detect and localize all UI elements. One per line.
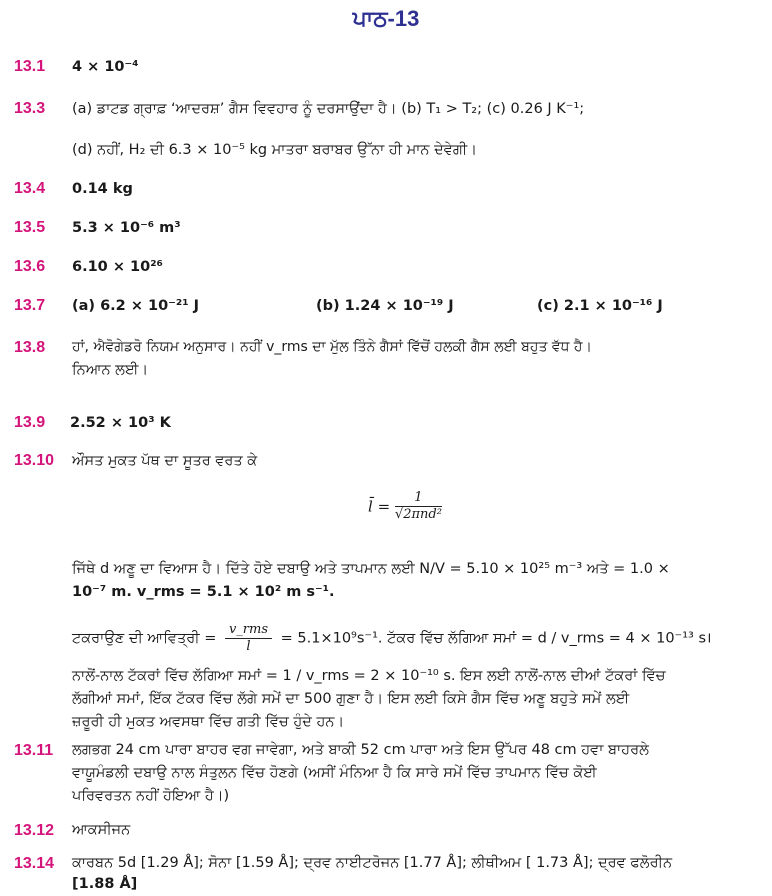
answer-number: 13.11: [14, 742, 54, 759]
formula-numerator: 1: [395, 490, 442, 507]
answer-text: 10⁻⁷ m. v_rms = 5.1 × 10² m s⁻¹.: [72, 584, 335, 600]
answer-text: 4 × 10⁻⁴: [72, 59, 139, 75]
answer-text-b: (b) 1.24 × 10⁻¹⁹ J: [316, 298, 454, 314]
answer-number: 13.14: [14, 855, 55, 872]
answer-text: ਪਰਿਵਰਤਨ ਨਹੀਂ ਹੋਇਆ ਹੈ।): [72, 788, 230, 804]
answer-text: 6.10 × 10²⁶: [72, 259, 163, 275]
answer-number: 13.7: [14, 297, 46, 314]
answer-text: ਹਾਂ, ਐਵੋਗੇਡਰੋ ਨਿਯਮ ਅਨੁਸਾਰ। ਨਹੀਂ v_rms ਦਾ ਮੁੱਲ ਤਿੰਨੇ ਗੈਸਾਂ ਵਿੱਚੋਂ ਹਲਕੀ ਗੈਸ ਲਈ ਬਹੁਤ ਵੱਧ ਹੈ।: [72, 339, 592, 355]
mean-free-path-formula: [368, 490, 442, 523]
frequency-numerator: v_rms: [225, 622, 272, 639]
answer-text: (a) ਡਾਟਡ ਗ੍ਰਾਫ਼ ‘ਆਦਰਸ਼’ ਗੈਸ ਵਿਵਹਾਰ ਨੂੰ ਦਰਸਾਉਂਦਾ ਹੈ। (b) T₁ > T₂; (c) 0.26 J K⁻¹;: [72, 101, 585, 117]
collision-frequency-value: = 5.1×10⁹s⁻¹. ਟੱਕਰ ਵਿੱਚ ਲੱਗਿਆ ਸਮਾਂ = d / v_rms = 4 × 10⁻¹³ s।: [280, 630, 712, 647]
answer-number: 13.1: [14, 58, 46, 75]
answer-number: 13.8: [14, 339, 46, 356]
answer-number: 13.4: [14, 180, 46, 197]
answer-text: ਲਗਭਗ 24 cm ਪਾਰਾ ਬਾਹਰ ਵਗ ਜਾਵੇਗਾ, ਅਤੇ ਬਾਕੀ 52 cm ਪਾਰਾ ਅਤੇ ਇਸ ਉੱਪਰ 48 cm ਹਵਾ ਬਾਹਰਲੇ: [72, 742, 649, 758]
answer-number: 13.9: [14, 414, 46, 431]
answer-number: 13.3: [14, 100, 46, 117]
answer-text: ਨਾਲੋਂ-ਨਾਲ ਟੱਕਰਾਂ ਵਿੱਚ ਲੱਗਿਆ ਸਮਾਂ = 1 / v_rms = 2 × 10⁻¹⁰ s. ਇਸ ਲਈ ਨਾਲੋਂ-ਨਾਲ ਦੀਆਂ ਟੱਕਰਾਂ ਵਿੱਚ: [72, 668, 666, 684]
answer-number: 13.6: [14, 258, 46, 275]
answer-text: ਲੱਗੀਆਂ ਸਮਾਂ, ਇੱਕ ਟੱਕਰ ਵਿੱਚ ਲੱਗੇ ਸਮੇਂ ਦਾ 500 ਗੁਣਾ ਹੈ। ਇਸ ਲਈ ਕਿਸੇ ਗੈਸ ਵਿੱਚ ਅਣੂ ਬਹੁਤੇ ਸਮੇਂ ਲਈ: [72, 691, 630, 707]
answer-number: 13.5: [14, 219, 46, 236]
answer-text: 0.14 kg: [72, 181, 133, 197]
answer-text-c: (c) 2.1 × 10⁻¹⁶ J: [537, 298, 663, 314]
formula-denominator: √2πnd²: [394, 507, 442, 522]
answer-text: 2.52 × 10³ K: [70, 415, 171, 431]
answer-text: (d) ਨਹੀਂ, H₂ ਦੀ 6.3 × 10⁻⁵ kg ਮਾਤਰਾ ਬਰਾਬਰ ਉੱਨਾ ਹੀ ਮਾਨ ਦੇਵੇਗੀ।: [72, 142, 478, 158]
answer-text: [1.88 Å]: [72, 876, 138, 892]
answer-text: ਕਾਰਬਨ 5d [1.29 Å]; ਸੋਨਾ [1.59 Å]; ਦ੍ਰਵ ਨਾਈਟਰੋਜਨ [1.77 Å]; ਲੀਥੀਅਮ [ 1.73 Å]; ਦ੍ਰਵ ਫਲੋਰੀਨ: [72, 855, 673, 871]
answer-text: 5.3 × 10⁻⁶ m³: [72, 220, 181, 236]
frequency-fraction: [225, 622, 272, 655]
formula-fraction: [395, 490, 442, 523]
frequency-denominator: l: [246, 639, 251, 654]
answer-number: 13.10: [14, 452, 55, 469]
formula-lhs: l̄ =: [368, 497, 391, 516]
answer-number: 13.12: [14, 822, 55, 839]
answer-text: ਔਸਤ ਮੁਕਤ ਪੱਥ ਦਾ ਸੂਤਰ ਵਰਤ ਕੇ: [72, 453, 258, 469]
answer-text: ਜਿੱਥੇ d ਅਣੂ ਦਾ ਵਿਆਸ ਹੈ। ਦਿੱਤੇ ਹੋਏ ਦਬਾਉ ਅਤੇ ਤਾਪਮਾਨ ਲਈ N/V = 5.10 × 10²⁵ m⁻³ ਅਤੇ = 1.0 ×: [72, 561, 670, 577]
answer-text: ਆਕਸੀਜਨ: [72, 822, 131, 838]
answer-text: ਨਿਆਨ ਲਈ।: [72, 362, 149, 378]
page-title: ਪਾਠ-13: [352, 6, 420, 31]
answer-text-a: (a) 6.2 × 10⁻²¹ J: [72, 298, 199, 314]
collision-frequency-line: [72, 622, 764, 655]
answer-text: ਜ਼ਰੂਰੀ ਹੀ ਮੁਕਤ ਅਵਸਥਾ ਵਿੱਚ ਗਤੀ ਵਿੱਚ ਹੁੰਦੇ ਹਨ।: [72, 714, 345, 730]
collision-frequency-label: ਟਕਰਾਉਣ ਦੀ ਆਵਿਤ੍ਰੀ =: [72, 630, 217, 647]
answer-text: ਵਾਯੂਮੰਡਲੀ ਦਬਾਉ ਨਾਲ ਸੰਤੁਲਨ ਵਿੱਚ ਹੋਣਗੇ (ਅਸੀਂ ਮੰਨਿਆ ਹੈ ਕਿ ਸਾਰੇ ਸਮੇਂ ਵਿੱਚ ਤਾਪਮਾਨ ਵਿੱਚ ਕੋਈ: [72, 765, 597, 781]
